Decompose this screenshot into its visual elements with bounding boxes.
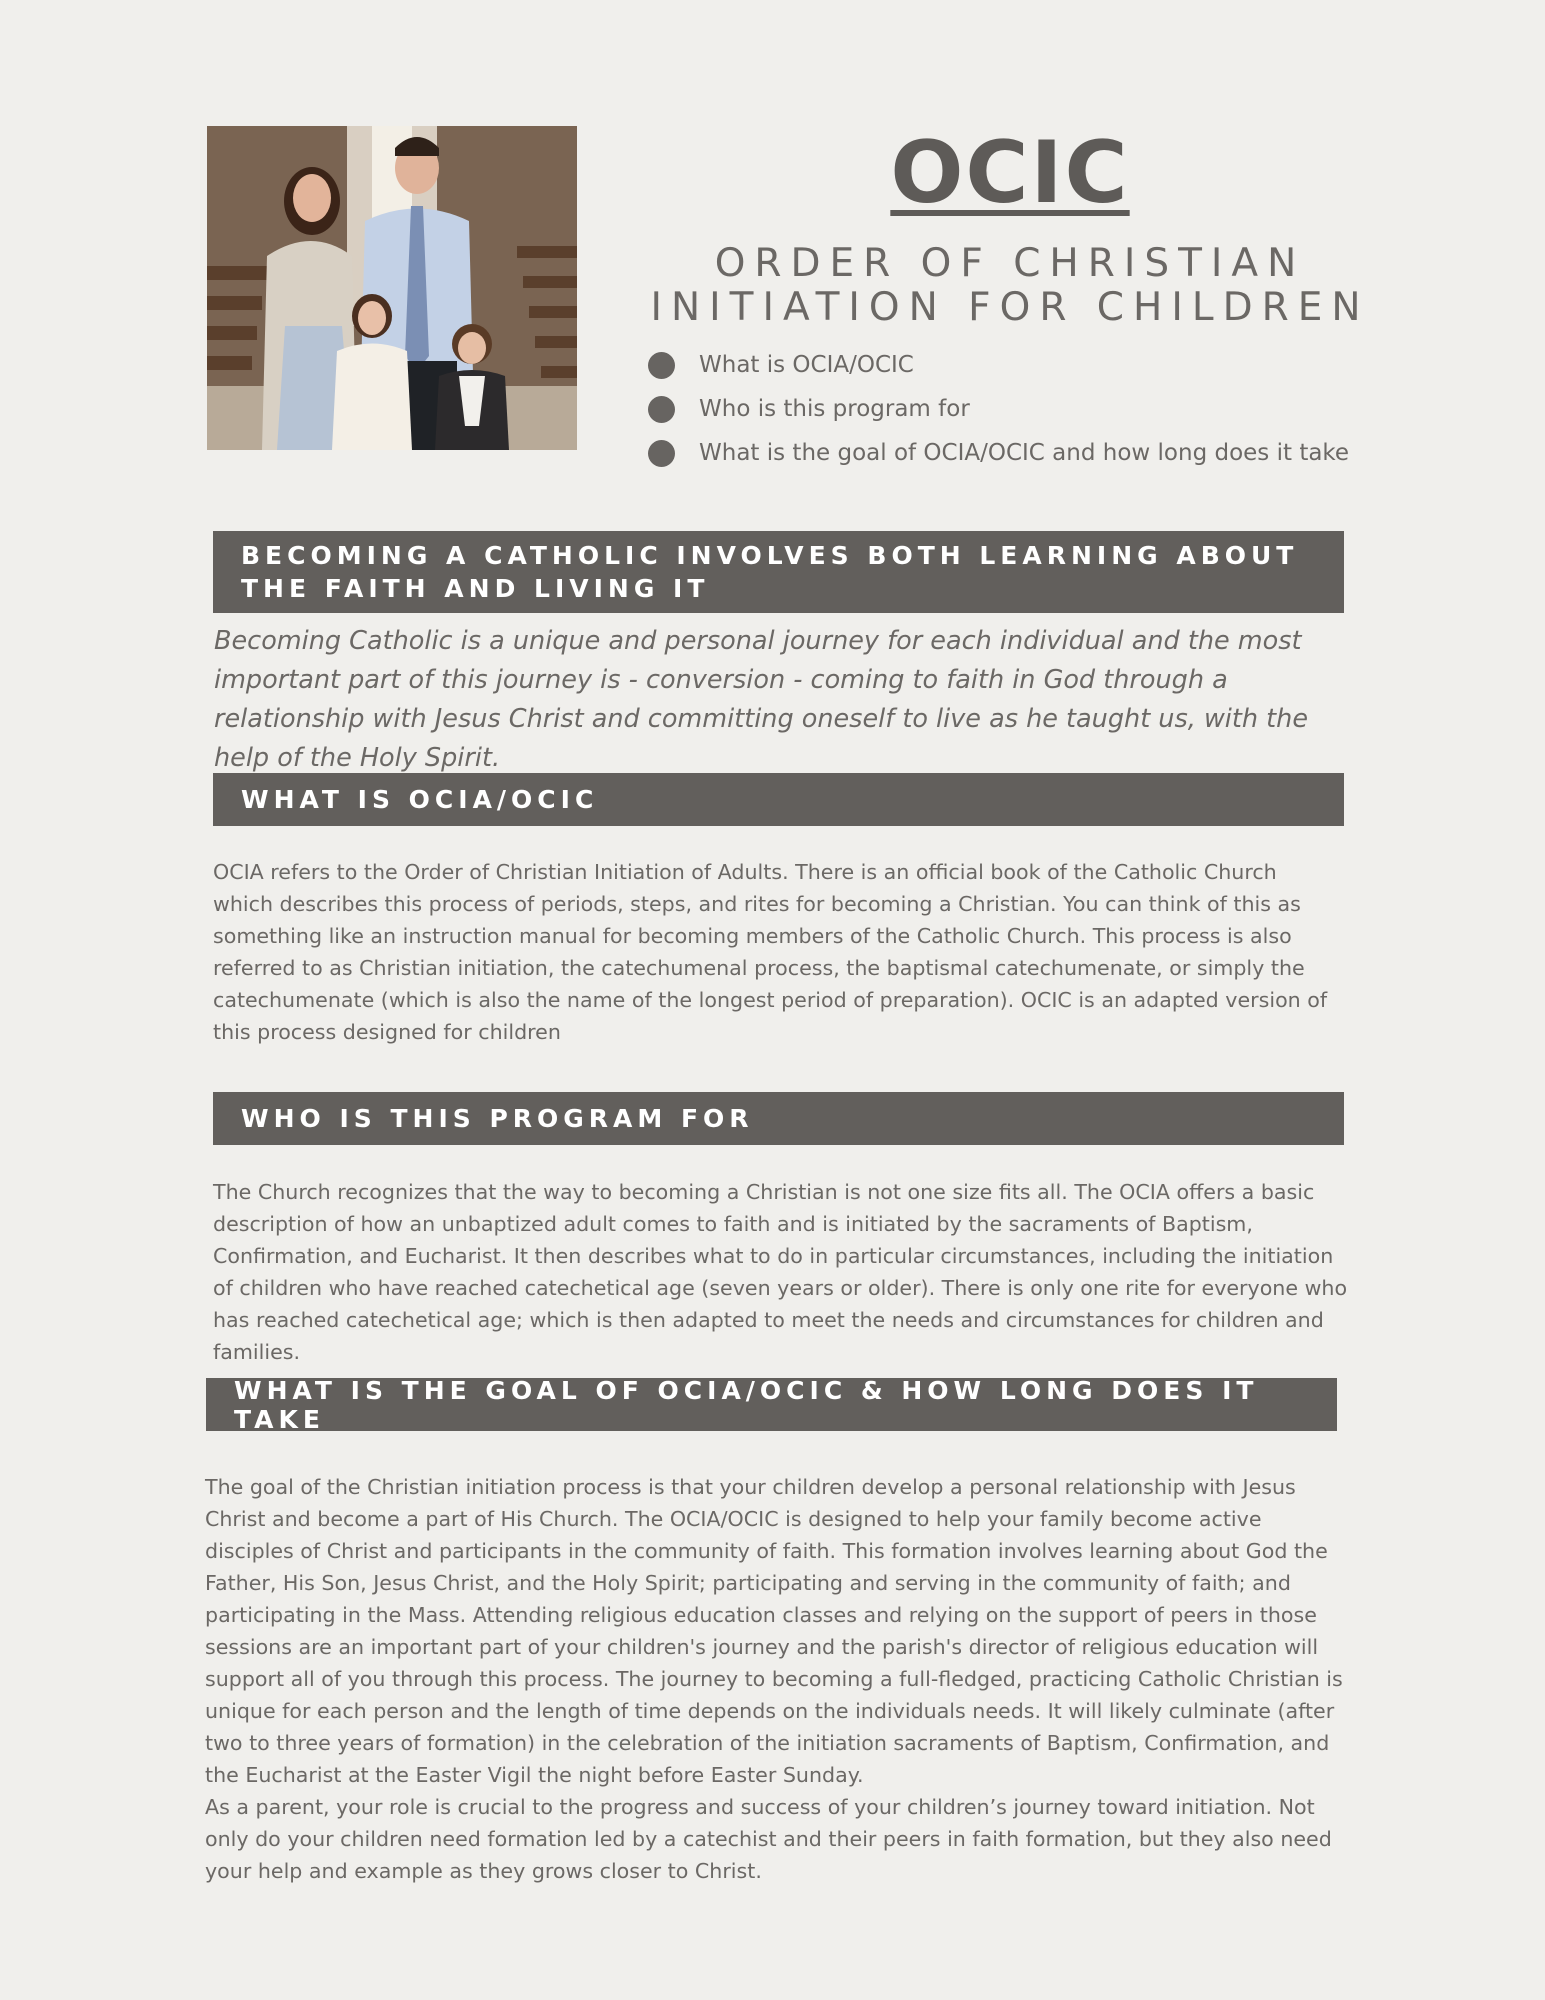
intro-paragraph: Becoming Catholic is a unique and personal journey for each individual and the most important part of this journey is - conversion - coming to faith in God through a relationship with Jesus Christ and committing oneself to live as he taught us, with the help of the Holy Spirit. — [214, 626, 1309, 773]
section-heading-what — [213, 773, 1344, 826]
toc-item — [648, 431, 1368, 475]
subtitle-line-1: ORDER OF CHRISTIAN — [714, 241, 1306, 286]
what-paragraph: OCIA refers to the Order of Christian Initiation of Adults. There is an official book of the Catholic Church which describes this process of periods, steps, and rites for becoming a Christian. You can think of this as something like an instruction manual for becoming members of the Catholic Church. This process is also referred to as Christian initiation, the catechumenal process, the baptismal catechumenate, or simply the catechumenate (which is also the name of the longest period of preparation). OCIC is an adapted version of this process designed for children — [213, 860, 1328, 1044]
toc-list — [648, 343, 1368, 475]
subtitle-line-2: INITIATION FOR CHILDREN — [650, 285, 1370, 330]
page-title: OCIC — [890, 123, 1130, 223]
toc-item-label: What is OCIA/OCIC — [699, 352, 914, 378]
bullet-icon — [648, 352, 675, 379]
who-paragraph: The Church recognizes that the way to becoming a Christian is not one size fits all. The OCIA offers a basic description of how an unbaptized adult comes to faith and is initiated by the sacraments of Baptism, Confirmation, and Eucharist. It then describes what to do in particular circumstances, including the initiation of children who have reached catechetical age (seven years or older). There is only one rite for everyone who has reached catechetical age; which is then adapted to meet the needs and circumstances for children and families. — [213, 1180, 1348, 1364]
toc-item — [648, 387, 1368, 431]
toc-item — [648, 343, 1368, 387]
toc-item-label: What is the goal of OCIA/OCIC and how long does it take — [699, 440, 1350, 466]
section-heading-text: WHO IS THIS PROGRAM FOR — [241, 1104, 754, 1133]
section-heading-intro — [213, 531, 1344, 613]
goal-paragraph — [205, 1471, 1345, 1887]
section-heading-text: BECOMING A CATHOLIC INVOLVES BOTH LEARNING ABOUT THE FAITH AND LIVING IT — [241, 541, 1299, 603]
section-heading-goal — [206, 1375, 1337, 1434]
page-subtitle — [620, 242, 1400, 330]
section-heading-text: WHAT IS OCIA/OCIC — [241, 785, 599, 814]
bullet-icon — [648, 440, 675, 467]
section-heading-text: WHAT IS THE GOAL OF OCIA/OCIC & HOW LONG DOES IT TAKE — [234, 1375, 1259, 1434]
family-photo — [207, 126, 577, 450]
toc-item-label: Who is this program for — [699, 396, 970, 422]
goal-paragraph-2: As a parent, your role is crucial to the progress and success of your children’s journey toward initiation. Not only do your children need formation led by a catechist and their peers in faith formation, but they also need your help and example as they grows closer to Christ. — [205, 1795, 1332, 1883]
bullet-icon — [648, 396, 675, 423]
goal-paragraph-1: The goal of the Christian initiation process is that your children develop a personal relationship with Jesus Christ and become a part of His Church. The OCIA/OCIC is designed to help your family become active disciples of Christ and participants in the community of faith. This formation involves learning about God the Father, His Son, Jesus Christ, and the Holy Spirit; participating and serving in the community of faith; and participating in the Mass. Attending religious education classes and relying on the support of peers in those sessions are an important part of your children's journey and the parish's director of religious education will support all of you through this process. The journey to becoming a full-fledged, practicing Catholic Christian is unique for each person and the length of time depends on the individuals needs. It will likely culminate (after two to three years of formation) in the celebration of the initiation sacraments of Baptism, Confirmation, and the Eucharist at the Easter Vigil the night before Easter Sunday. — [205, 1475, 1343, 1787]
section-heading-who — [213, 1092, 1344, 1145]
